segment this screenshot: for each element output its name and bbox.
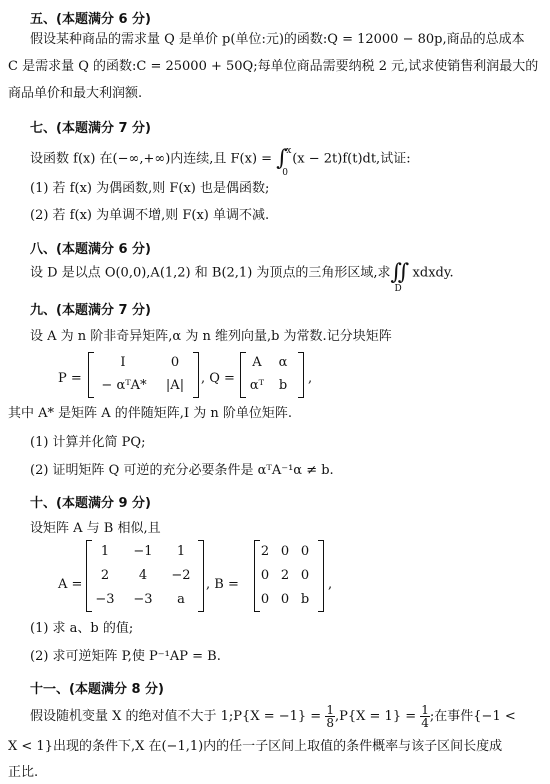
section-7-item-1: (1) 若 f(x) 为偶函数,则 F(x) 也是偶函数; (30, 181, 270, 196)
section-11-line-3: 正比. (8, 765, 39, 780)
section-10-heading: 十、(本题满分 9 分) (30, 496, 151, 511)
double-integral-region: D (394, 284, 402, 294)
fraction-one-quarter (420, 704, 430, 729)
matrix-A-cell: 4 (138, 568, 148, 583)
section-8-line (30, 260, 454, 294)
section-5-line-1: 假设某种商品的需求量 Q 是单价 p(单位:元)的函数:Q = 12000 − 80p,商品的总成本 (30, 32, 525, 47)
matrix-B-cell: 2 (280, 568, 290, 583)
matrix-B-tail: , (328, 577, 333, 592)
matrix-Q-cell: αᵀ (249, 378, 265, 393)
section-11-line-1-a: 假设随机变量 X 的绝对值不大于 1;P{X = −1} = (30, 709, 322, 724)
section-7-item-2: (2) 若 f(x) 为单调不增,则 F(x) 单调不减. (30, 208, 270, 223)
matrix-B-label: , B = (206, 577, 239, 592)
fraction-numerator: 1 (421, 703, 429, 717)
matrix-A-cell: 1 (176, 544, 186, 559)
matrix-A-cell: −1 (133, 544, 153, 559)
fraction-denominator: 8 (326, 716, 334, 730)
fraction-denominator: 4 (421, 716, 429, 730)
section-11-line-1 (30, 704, 516, 729)
section-8-line-a: 设 D 是以点 O(0,0),A(1,2) 和 B(2,1) 为顶点的三角形区域,求 (30, 265, 391, 281)
section-5-line-2: C 是需求量 Q 的函数:C = 25000 + 50Q;每单位商品需要纳税 2 元,试求使销售利润最大的 (8, 59, 539, 74)
section-9-note: 其中 A* 是矩阵 A 的伴随矩阵,I 为 n 阶单位矩阵. (8, 406, 292, 421)
matrix-B-cell: 0 (260, 568, 270, 583)
matrix-Q-label: , Q = (201, 371, 235, 386)
matrix-P-cell: 0 (170, 355, 180, 370)
matrix-A-label: A = (58, 577, 83, 592)
matrix-Q-cell: b (278, 378, 288, 393)
matrix-A-cell: −2 (171, 568, 191, 583)
matrix-A-cell: a (177, 592, 185, 607)
matrix-P-cell: I (120, 355, 126, 370)
matrix-P-cell: |A| (165, 378, 185, 393)
matrix-Q-cell: A (252, 355, 262, 370)
matrix-B-cell: 0 (300, 544, 310, 559)
matrix-B-cell: 0 (280, 592, 290, 607)
section-10-item-2: (2) 求可逆矩阵 P,使 P⁻¹AP = B. (30, 649, 221, 664)
section-11-heading: 十一、(本题满分 8 分) (30, 682, 164, 697)
integral-lower-limit: 0 (282, 168, 288, 178)
matrix-B-cell: 0 (300, 568, 310, 583)
fraction-one-eighth (325, 704, 335, 729)
matrix-B-right-bracket (318, 540, 324, 612)
section-7-intro-a: 设函数 f(x) 在(−∞,+∞)内连续,且 F(x) = (30, 151, 277, 167)
matrix-A-cell: 1 (100, 544, 110, 559)
matrix-A-cell: 2 (100, 568, 110, 583)
section-11-line-2: X < 1}出现的条件下,X 在(−1,1)内的任一子区间上取值的条件概率与该子区间长度成 (8, 739, 503, 754)
section-7-intro-b: (x − 2t)f(t)dt,试证: (292, 151, 411, 167)
matrix-P-left-bracket (88, 352, 94, 398)
section-9-item-2: (2) 证明矩阵 Q 可逆的充分必要条件是 αᵀA⁻¹α ≠ b. (30, 463, 334, 478)
matrix-Q-cell: α (278, 355, 288, 370)
matrix-B-cell: 0 (260, 592, 270, 607)
matrix-P-right-bracket (193, 352, 199, 398)
matrix-B-cell: 0 (280, 544, 290, 559)
matrix-A-cell: −3 (133, 592, 153, 607)
matrix-P-cell: − αᵀA* (101, 378, 147, 393)
integral-sign: ∫ x 0 (276, 150, 292, 169)
section-11-line-1-b: ,P{X = 1} = (334, 709, 417, 724)
section-9-heading: 九、(本题满分 7 分) (30, 303, 151, 318)
section-11-line-1-c: ;在事件{−1 < (429, 709, 516, 724)
section-9-intro: 设 A 为 n 阶非奇异矩阵,α 为 n 维列向量,b 为常数.记分块矩阵 (30, 329, 392, 344)
matrix-A-right-bracket (198, 540, 204, 612)
section-7-intro (30, 146, 411, 178)
double-integral-sign: ∬ D (391, 264, 413, 283)
section-8-line-b: xdxdy. (412, 265, 454, 281)
section-10-intro: 设矩阵 A 与 B 相似,且 (30, 521, 161, 536)
section-5-heading: 五、(本题满分 6 分) (30, 12, 151, 27)
section-9-item-1: (1) 计算并化简 PQ; (30, 435, 146, 450)
matrix-B-cell: b (300, 592, 310, 607)
matrix-Q-tail: , (308, 371, 313, 386)
section-10-item-1: (1) 求 a、b 的值; (30, 621, 134, 636)
matrix-P-label: P = (58, 371, 82, 386)
section-5-line-3: 商品单价和最大利润额. (8, 86, 143, 101)
matrix-A-cell: −3 (95, 592, 115, 607)
section-8-heading: 八、(本题满分 6 分) (30, 242, 151, 257)
matrix-B-cell: 2 (260, 544, 270, 559)
integral-upper-limit: x (286, 146, 292, 156)
matrix-Q-right-bracket (298, 352, 304, 398)
fraction-numerator: 1 (326, 703, 334, 717)
section-7-heading: 七、(本题满分 7 分) (30, 121, 151, 136)
